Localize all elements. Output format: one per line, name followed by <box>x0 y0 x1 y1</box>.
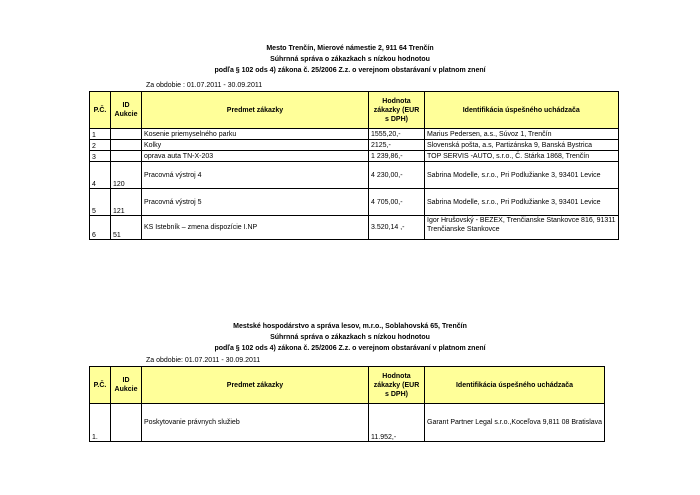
auction-id: 51 <box>111 216 142 240</box>
auction-id <box>111 140 142 151</box>
winner-line: TOP SERVIS -AUTO, s.r.o., Č. Stárka 1868, Trenčín <box>427 152 590 160</box>
contract-value: 2125,- <box>369 140 425 151</box>
col-header-id <box>111 92 142 129</box>
col-header-pc: P.Č. <box>90 367 111 404</box>
row-number: 3 <box>90 151 111 162</box>
contract-value: 1555,20,- <box>369 129 425 140</box>
table-row <box>90 216 619 240</box>
auction-id: 121 <box>111 189 142 216</box>
winner-line: Sabrina Modelle, s.r.o., Pri Podlužianke 3, 93401 Levice <box>427 171 601 179</box>
winner-identification <box>425 404 605 442</box>
col-header-id-text: ID Aukcie <box>114 377 138 393</box>
row-number: 4 <box>90 162 111 189</box>
contract-value: 4 230,00,- <box>369 162 425 189</box>
contracts-table-2 <box>89 366 605 442</box>
header-line: Mestské hospodárstvo a správa lesov, m.r.o., Soblahovská 65, Trenčín <box>233 323 467 330</box>
winner-identification <box>425 140 619 151</box>
winner-identification <box>425 216 619 240</box>
contract-subject: Pracovná výstroj 4 <box>142 162 369 189</box>
contract-subject: Kosenie priemyselného parku <box>142 129 369 140</box>
contract-subject: Kolky <box>142 140 369 151</box>
winner-line: Trenčianske Stankovce <box>427 226 500 233</box>
col-header-value-text: Hodnota zákazky (EUR s DPH) <box>373 372 420 398</box>
table-header-row <box>90 92 619 129</box>
row-number: 2 <box>90 140 111 151</box>
contract-subject: KS Istebník – zmena dispozície I.NP <box>142 216 369 240</box>
col-header-id <box>111 367 142 404</box>
row-number: 1. <box>90 404 111 442</box>
winner-identification <box>425 162 619 189</box>
col-header-subject: Predmet zákazky <box>142 367 369 404</box>
table-header-row <box>90 367 605 404</box>
table-row <box>90 151 619 162</box>
auction-id <box>111 129 142 140</box>
col-header-value <box>369 92 425 129</box>
col-header-winner: Identifikácia úspešného uchádzača <box>425 92 619 129</box>
contract-subject: oprava auta TN-X-203 <box>142 151 369 162</box>
header-line: Súhrnná správa o zákazkach s nízkou hodnotou <box>270 334 430 341</box>
winner-line: Igor Hrušovský - BEZEX, Trenčianske Stankovce 816, 91311 <box>427 217 616 224</box>
header-line: Súhrnná správa o zákazkach s nízkou hodnotou <box>270 56 430 63</box>
col-header-pc: P.Č. <box>90 92 111 129</box>
col-header-value-text: Hodnota zákazky (EUR s DPH) <box>373 97 420 123</box>
col-header-id-text: ID Aukcie <box>114 102 138 118</box>
table-row <box>90 162 619 189</box>
report-header-2 <box>0 321 700 354</box>
col-header-winner: Identifikácia úspešného uchádzača <box>425 367 605 404</box>
winner-identification <box>425 189 619 216</box>
contracts-table-1 <box>89 91 619 240</box>
auction-id <box>111 151 142 162</box>
header-line: podľa § 102 ods 4) zákona č. 25/2006 Z.z. o verejnom obstarávaní v platnom znení <box>214 67 486 74</box>
winner-line: Slovenská pošta, a.s, Partizánska 9, Banská Bystrica <box>427 141 592 149</box>
header-line: Mesto Trenčín, Mierové námestie 2, 911 64 Trenčín <box>266 45 434 52</box>
winner-line: Garant Partner Legal s.r.o.,Koceľova 9,811 08 Bratislava <box>427 419 603 426</box>
table-row <box>90 189 619 216</box>
winner-line: Sabrina Modelle, s.r.o., Pri Podlužianke 3, 93401 Levice <box>427 198 601 206</box>
table-body-2 <box>90 404 605 442</box>
col-header-value <box>369 367 425 404</box>
col-header-subject: Predmet zákazky <box>142 92 369 129</box>
contract-value: 4 705,00,- <box>369 189 425 216</box>
winner-identification <box>425 129 619 140</box>
table-body-1 <box>90 129 619 240</box>
contract-value: 11.952,- <box>369 404 425 442</box>
row-number: 1 <box>90 129 111 140</box>
period-label: Za obdobie : 01.07.2011 - 30.09.2011 <box>146 82 263 89</box>
header-line: podľa § 102 ods 4) zákona č. 25/2006 Z.z. o verejnom obstarávaní v platnom znení <box>214 345 486 352</box>
table-row <box>90 140 619 151</box>
winner-identification <box>425 151 619 162</box>
row-number: 6 <box>90 216 111 240</box>
contract-value: 1 239,86,- <box>369 151 425 162</box>
winner-line: Marius Pedersen, a.s., Súvoz 1, Trenčín <box>427 130 552 138</box>
contract-value: 3.520,14 ,- <box>369 216 425 240</box>
auction-id: 120 <box>111 162 142 189</box>
table-row <box>90 404 605 442</box>
row-number: 5 <box>90 189 111 216</box>
period-label: Za obdobie: 01.07.2011 - 30.09.2011 <box>146 357 261 364</box>
contract-subject: Pracovná výstroj 5 <box>142 189 369 216</box>
contract-subject: Poskytovanie právnych služieb <box>142 404 369 442</box>
report-header-1 <box>0 43 700 76</box>
auction-id <box>111 404 142 442</box>
table-row <box>90 129 619 140</box>
